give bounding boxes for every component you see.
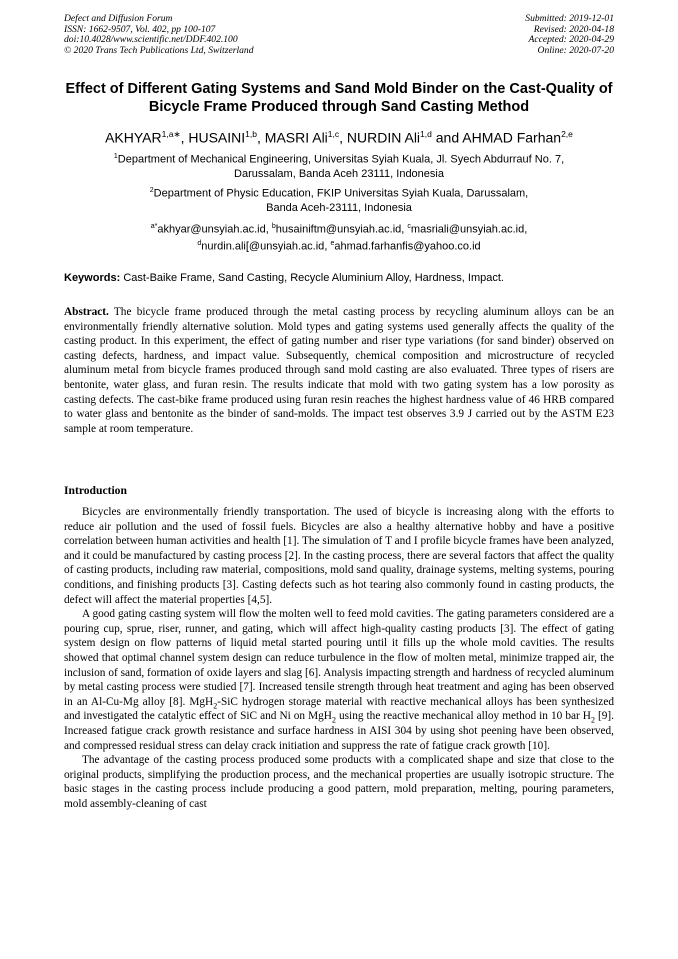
accepted-date: Accepted: 2020-04-29 xyxy=(528,34,614,46)
email-mark: d xyxy=(197,239,202,247)
abstract-text: The bicycle frame produced through the metal casting process by recycling aluminum alloys can be an environmentally friendly alternative solution. Mold types and gating systems used generally affects the quality of the casting product. In this experiment, the effect of gating number and riser type variations (for sand binder) observed on casting defects, hardness, and impact value. Subsequently, chemical composition and microstructure of recycled aluminum metal from bicycle frames produced through sand mold casting are also evaluated. Three types of risers are bentonite, water glass, and furan resin. The results indicate that mold with two gating system has a low porosity as casting defects. The cast-bike frame produced using furan resin reaches the highest hardness value of 46 HRB compared to water glass and bentonite as the binder of sand-molds. The impact test observes 3.9 J carried out by the ASTM E23 sample at room temperature. xyxy=(64,306,614,435)
email-link[interactable]: nurdin.ali[@unsyiah.ac.id xyxy=(201,240,325,253)
author-affil-mark: 1,d xyxy=(420,129,432,139)
dates-header xyxy=(525,14,614,56)
online-date: Online: 2020-07-20 xyxy=(537,44,614,56)
affiliation-2 xyxy=(60,184,618,215)
author-name: MASRI Ali xyxy=(264,129,328,146)
paragraph-text: A good gating casting system will flow the molten well to feed mold cavities. The gating parameters considered are a pouring cup, sprue, riser, runner, and gating, which will affect high-quality casting products [3]. The effect of gating system design on flow patterns of liquid metal started pouring until it fills up the whole mold cavities. The results showed that optimal channel system design can reduce turbulence in the flow of molten metal, minimize trapped air, the inclusion of sand, formation of oxide layers and slag [6]. Analysis impacting strength and hardness of recycled aluminum by metal casting process were studied [7]. Increased tensile strength through heat treatment and aging has been observed in an Al-Cu-Mg alloy [8]. MgH xyxy=(64,608,614,708)
affiliation-1 xyxy=(60,150,618,181)
author-list: $AKHYAR^{1,a∗}$, HUSAINI$^{1,b}$, MASRI Ali$^{1,c}$, NURDIN Ali$^{1,d}$ and AHMAD Farhan$^{2,e}$ xyxy=(105,129,573,146)
keywords-label: Keywords: xyxy=(64,272,121,284)
paragraph: The advantage of the casting process produced some products with a complicated shape and size that close to the original products, simplifying the production process, and the mechanical properties are usually isotropic structure. The basic stages in the casting process include producing a good pattern, mold preparation, melting, pouring parameters, mold assembly-cleaning of cast xyxy=(64,754,614,810)
email-link[interactable]: akhyar@unsyiah.ac.id xyxy=(157,223,266,236)
email-link[interactable]: husainiftm@unsyiah.ac.id xyxy=(275,223,402,236)
affiliation-mark: 2 xyxy=(149,187,154,194)
submitted-date: Submitted: 2019-12-01 xyxy=(525,13,614,24)
affiliation-line: Department of Physic Education, FKIP Universitas Syiah Kuala, Darussalam, xyxy=(153,187,529,200)
author-affil-mark: 1,b xyxy=(245,129,257,139)
author-emails: $^{a*}$akhyar@unsyiah.ac.id, $^b$husainiftm@unsyiah.ac.id, $^c$masriali@unsyiah.ac.id, $^d$nurdin.ali[@unsyiah.ac.id, $^e$ahmad.farhanfis@yahoo.co.id xyxy=(150,223,528,253)
author-name: NURDIN Ali xyxy=(346,129,421,146)
abstract xyxy=(64,305,614,436)
subscript: 2 xyxy=(590,715,595,725)
introduction-body xyxy=(64,505,614,811)
email-link[interactable]: masriali@unsyiah.ac.id xyxy=(410,223,525,236)
author-name: HUSAINI xyxy=(188,129,246,146)
subscript: 2 xyxy=(331,715,336,725)
author-name: AKHYAR xyxy=(105,129,162,146)
subscript: 2 xyxy=(213,700,218,710)
email-mark: a* xyxy=(150,223,158,230)
journal-name: Defect and Diffusion Forum xyxy=(64,13,173,24)
email-mark: e xyxy=(330,239,335,247)
email-mark: c xyxy=(407,223,411,230)
paper-title: Effect of Different Gating Systems and Sand Mold Binder on the Cast-Quality of Bicycle Frame Produced through Sand Casting Method xyxy=(65,81,613,115)
section-heading: Introduction xyxy=(64,484,127,497)
paragraph xyxy=(64,607,614,753)
affiliation-line: Department of Mechanical Engineering, Universitas Syiah Kuala, Jl. Syech Abdurrauf No. 7, xyxy=(117,153,565,166)
affiliation-line: Darussalam, Banda Aceh 23111, Indonesia xyxy=(234,167,444,180)
email-mark: b xyxy=(271,223,276,230)
abstract-label: Abstract. xyxy=(64,306,109,318)
issn-line: ISSN: 1662-9507, Vol. 402, pp 100-107 xyxy=(64,23,216,35)
journal-header xyxy=(64,14,254,56)
keywords xyxy=(64,271,616,285)
author-affil-mark: 1,a∗ xyxy=(161,129,181,139)
paragraph: Bicycles are environmentally friendly transportation. The used of bicycle is increasing along with the efforts to reduce air pollution and the used of fossil fuels. Bicycles are also a healthy alternative hobby and have a positive correlation between human activities and health [1]. The simulation of T and I profile bicycle frames have been analyzed, and it could be manufactured by casting process [2]. In the casting process, there are several factors that affect the quality of casting products, including raw material, compositions, mold sand quality, drainage systems, melting systems, pouring conditions, and finishing products [3]. Casting defects such as hot tearing also commonly found in casting products, the defect will affect the material properties [4,5]. xyxy=(64,506,614,606)
paragraph-text: using the reactive mechanical alloy method in 10 bar H xyxy=(335,710,591,723)
keywords-text: Cast-Baike Frame, Sand Casting, Recycle Aluminium Alloy, Hardness, Impact. xyxy=(123,272,504,284)
paragraph-text: -SiC hydrogen storage material with reactive mechanical alloys has been synthesized and investigated the catalytic effect of SiC and Ni on MgH xyxy=(64,695,614,723)
doi-line: doi:10.4028/www.scientific.net/DDF.402.100 xyxy=(64,34,238,46)
copyright-line: © 2020 Trans Tech Publications Ltd, Switzerland xyxy=(64,44,254,56)
author-affil-mark: 2,e xyxy=(561,129,573,139)
paragraph-text: [9]. Increased fatigue crack growth resistance and surface hardness in AISI 304 by using shot peening have been observed, and compressed residual stress can delay crack initiation and suppress the rate of fatigue crack growth [10]. xyxy=(64,710,614,752)
affiliation-line: Banda Aceh-23111, Indonesia xyxy=(266,201,412,214)
revised-date: Revised: 2020-04-18 xyxy=(533,23,614,35)
email-link[interactable]: ahmad.farhanfis@yahoo.co.id xyxy=(334,240,481,253)
author-affil-mark: 1,c xyxy=(327,129,340,139)
affiliation-mark: 1 xyxy=(113,153,118,160)
author-name: AHMAD Farhan xyxy=(462,129,562,146)
